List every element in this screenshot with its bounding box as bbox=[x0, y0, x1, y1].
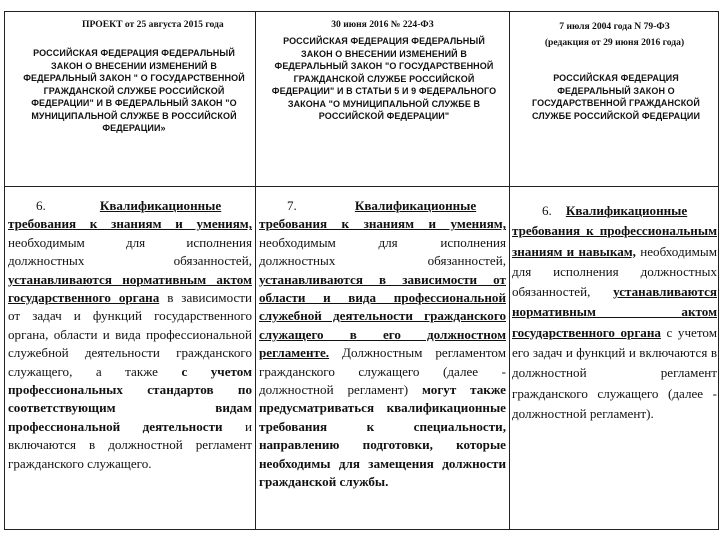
table-border-left bbox=[4, 11, 5, 530]
column-3-header-title: РОССИЙСКАЯ ФЕДЕРАЦИЯ ФЕДЕРАЛЬНЫЙ ЗАКОН О ГОСУДАРСТВЕННОЙ ГРАЖДАНСКОЙ СЛУЖБЕ РОССИЙСКОЙ ФЕДЕРАЦИИ bbox=[531, 73, 701, 121]
clause-text-bold: с учетом профессиональных стандартов по соответствующим видам профессиональной деятельности bbox=[8, 363, 252, 434]
clause-text: необходимым для исполнения должностных обязанностей, bbox=[8, 234, 252, 269]
column-2-header-date: 30 июня 2016 № 224-ФЗ bbox=[331, 19, 434, 30]
clause-text-bold-underlined: устанавливаются в зависимости от области и вида профессиональной служебной деятельности гражданского служащего в его должностном регламенте. bbox=[259, 271, 506, 361]
column-3-header-date: 7 июля 2004 года N 79-ФЗ bbox=[559, 21, 670, 32]
column-3-header-subtitle: (редакция от 29 июня 2016 года) bbox=[544, 37, 685, 48]
column-divider-2 bbox=[509, 11, 510, 530]
clause-text: с учетом его задач и функций и включаются в должностной регламент гражданского служащего (далее - должностной регламент). bbox=[512, 324, 717, 421]
table-border-right bbox=[718, 11, 719, 530]
column-2-body bbox=[259, 197, 506, 492]
clause-text: необходимым для исполнения должностных обязанностей, bbox=[512, 243, 717, 300]
column-1-header-title: РОССИЙСКАЯ ФЕДЕРАЦИЯ ФЕДЕРАЛЬНЫЙ ЗАКОН О ВНЕСЕНИИ ИЗМЕНЕНИЙ В ФЕДЕРАЛЬНЫЙ ЗАКОН " О ГОСУДАРСТВЕННОЙ ГРАЖДАНСКОЙ СЛУЖБЕ РОССИЙСКОЙ ФЕДЕРАЦИИ" И В ФЕДЕРАЛЬНЫЙ ЗАКОН "О МУНИЦИПАЛЬНОЙ СЛУЖБЕ В РОССИЙСКОЙ ФЕДЕРАЦИИ» bbox=[23, 48, 245, 133]
clause-text-bold-underlined: Квалификационные требования к профессиональным знаниям и навыкам, bbox=[512, 203, 717, 259]
column-1-header-date: ПРОЕКТ от 25 августа 2015 года bbox=[82, 19, 224, 30]
clause-number: 6. bbox=[36, 198, 46, 213]
column-divider-1 bbox=[255, 11, 256, 530]
clause-text: Должностным регламентом гражданского служащего (далее - должностной регламент) bbox=[259, 345, 506, 398]
column-3-header bbox=[512, 11, 717, 186]
column-3-body bbox=[512, 201, 717, 424]
comparison-table bbox=[4, 11, 719, 530]
clause-text-bold-underlined: устанавливаются нормативным актом государственного органа bbox=[512, 284, 717, 340]
column-1-body bbox=[8, 197, 252, 473]
table-border-bottom bbox=[4, 529, 719, 530]
clause-text: в зависимости от задач и функций государственного органа, области и вида профессиональной служебной деятельности гражданского служащего, а также bbox=[8, 290, 252, 379]
clause-text-bold-underlined: Квалификационные требования к знаниям и умениям, bbox=[8, 198, 252, 232]
column-2-header-title: РОССИЙСКАЯ ФЕДЕРАЦИЯ ФЕДЕРАЛЬНЫЙ ЗАКОН О ВНЕСЕНИИ ИЗМЕНЕНИЙ В ФЕДЕРАЛЬНЫЙ ЗАКОН "О ГОСУДАРСТВЕННОЙ ГРАЖДАНСКОЙ СЛУЖБЕ РОССИЙСКОЙ ФЕДЕРАЦИИ" И В СТАТЬИ 5 И 9 ФЕДЕРАЛЬНОГО ЗАКОНА "О МУНИЦИПАЛЬНОЙ СЛУЖБЕ В РОССИЙСКОЙ ФЕДЕРАЦИИ" bbox=[271, 36, 497, 121]
clause-number: 7. bbox=[287, 198, 297, 213]
header-divider bbox=[4, 186, 719, 187]
clause-text: необходимым для исполнения должностных обязанностей, bbox=[259, 234, 506, 269]
clause-text-bold: могут также предусматриваться квалификационные требования к специальности, направлению подготовки, которые необходимы для замещения должности гражданской службы. bbox=[259, 382, 506, 490]
clause-text-bold-underlined: устанавливаются нормативным актом государственного органа bbox=[8, 271, 252, 306]
clause-text-bold-underlined: Квалификационные требования к знаниям и умениям, bbox=[259, 198, 506, 232]
clause-text: и включаются в должностной регламент гражданского служащего. bbox=[8, 418, 252, 471]
clause-number: 6. bbox=[542, 203, 552, 218]
column-2-header bbox=[259, 11, 506, 186]
column-1-header bbox=[8, 11, 252, 186]
